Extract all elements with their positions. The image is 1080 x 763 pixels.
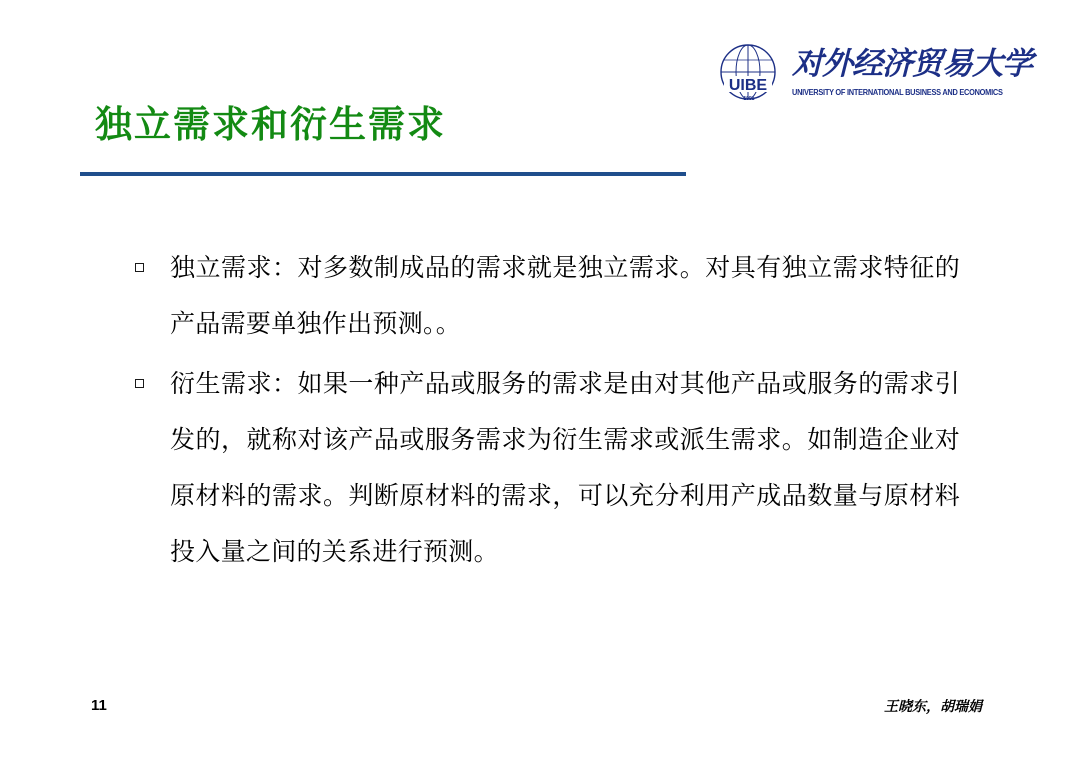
square-bullet-icon	[135, 379, 144, 388]
page-number: 11	[91, 697, 107, 714]
university-name-en: UNIVERSITY OF INTERNATIONAL BUSINESS AND ECONOMICS	[792, 87, 1003, 97]
bullet-text: 独立需求：对多数制成品的需求就是独立需求。对具有独立需求特征的产品需要单独作出预测。。	[170, 253, 960, 338]
bullet-item-derived-demand	[130, 356, 960, 580]
square-bullet-icon	[135, 263, 144, 272]
university-name-cn: 对外经济贸易大学	[792, 46, 1032, 82]
university-emblem-icon	[718, 42, 782, 106]
bullet-text: 衍生需求：如果一种产品或服务的需求是由对其他产品或服务的需求引发的，就称对该产品或服务需求为衍生需求或派生需求。如制造企业对原材料的需求。判断原材料的需求，可以充分利用产成品数量与原材料投入量之间的关系进行预测。	[170, 369, 960, 566]
author-credit: 王晓东，胡瑞娟	[884, 699, 982, 715]
emblem-text: UIBE	[728, 77, 768, 94]
university-logo	[718, 42, 1032, 106]
emblem-year: 1951	[743, 96, 755, 102]
bullet-item-independent-demand	[130, 240, 960, 352]
slide-body	[130, 240, 960, 580]
title-underline	[80, 172, 686, 176]
slide-title: 独立需求和衍生需求	[95, 103, 446, 146]
